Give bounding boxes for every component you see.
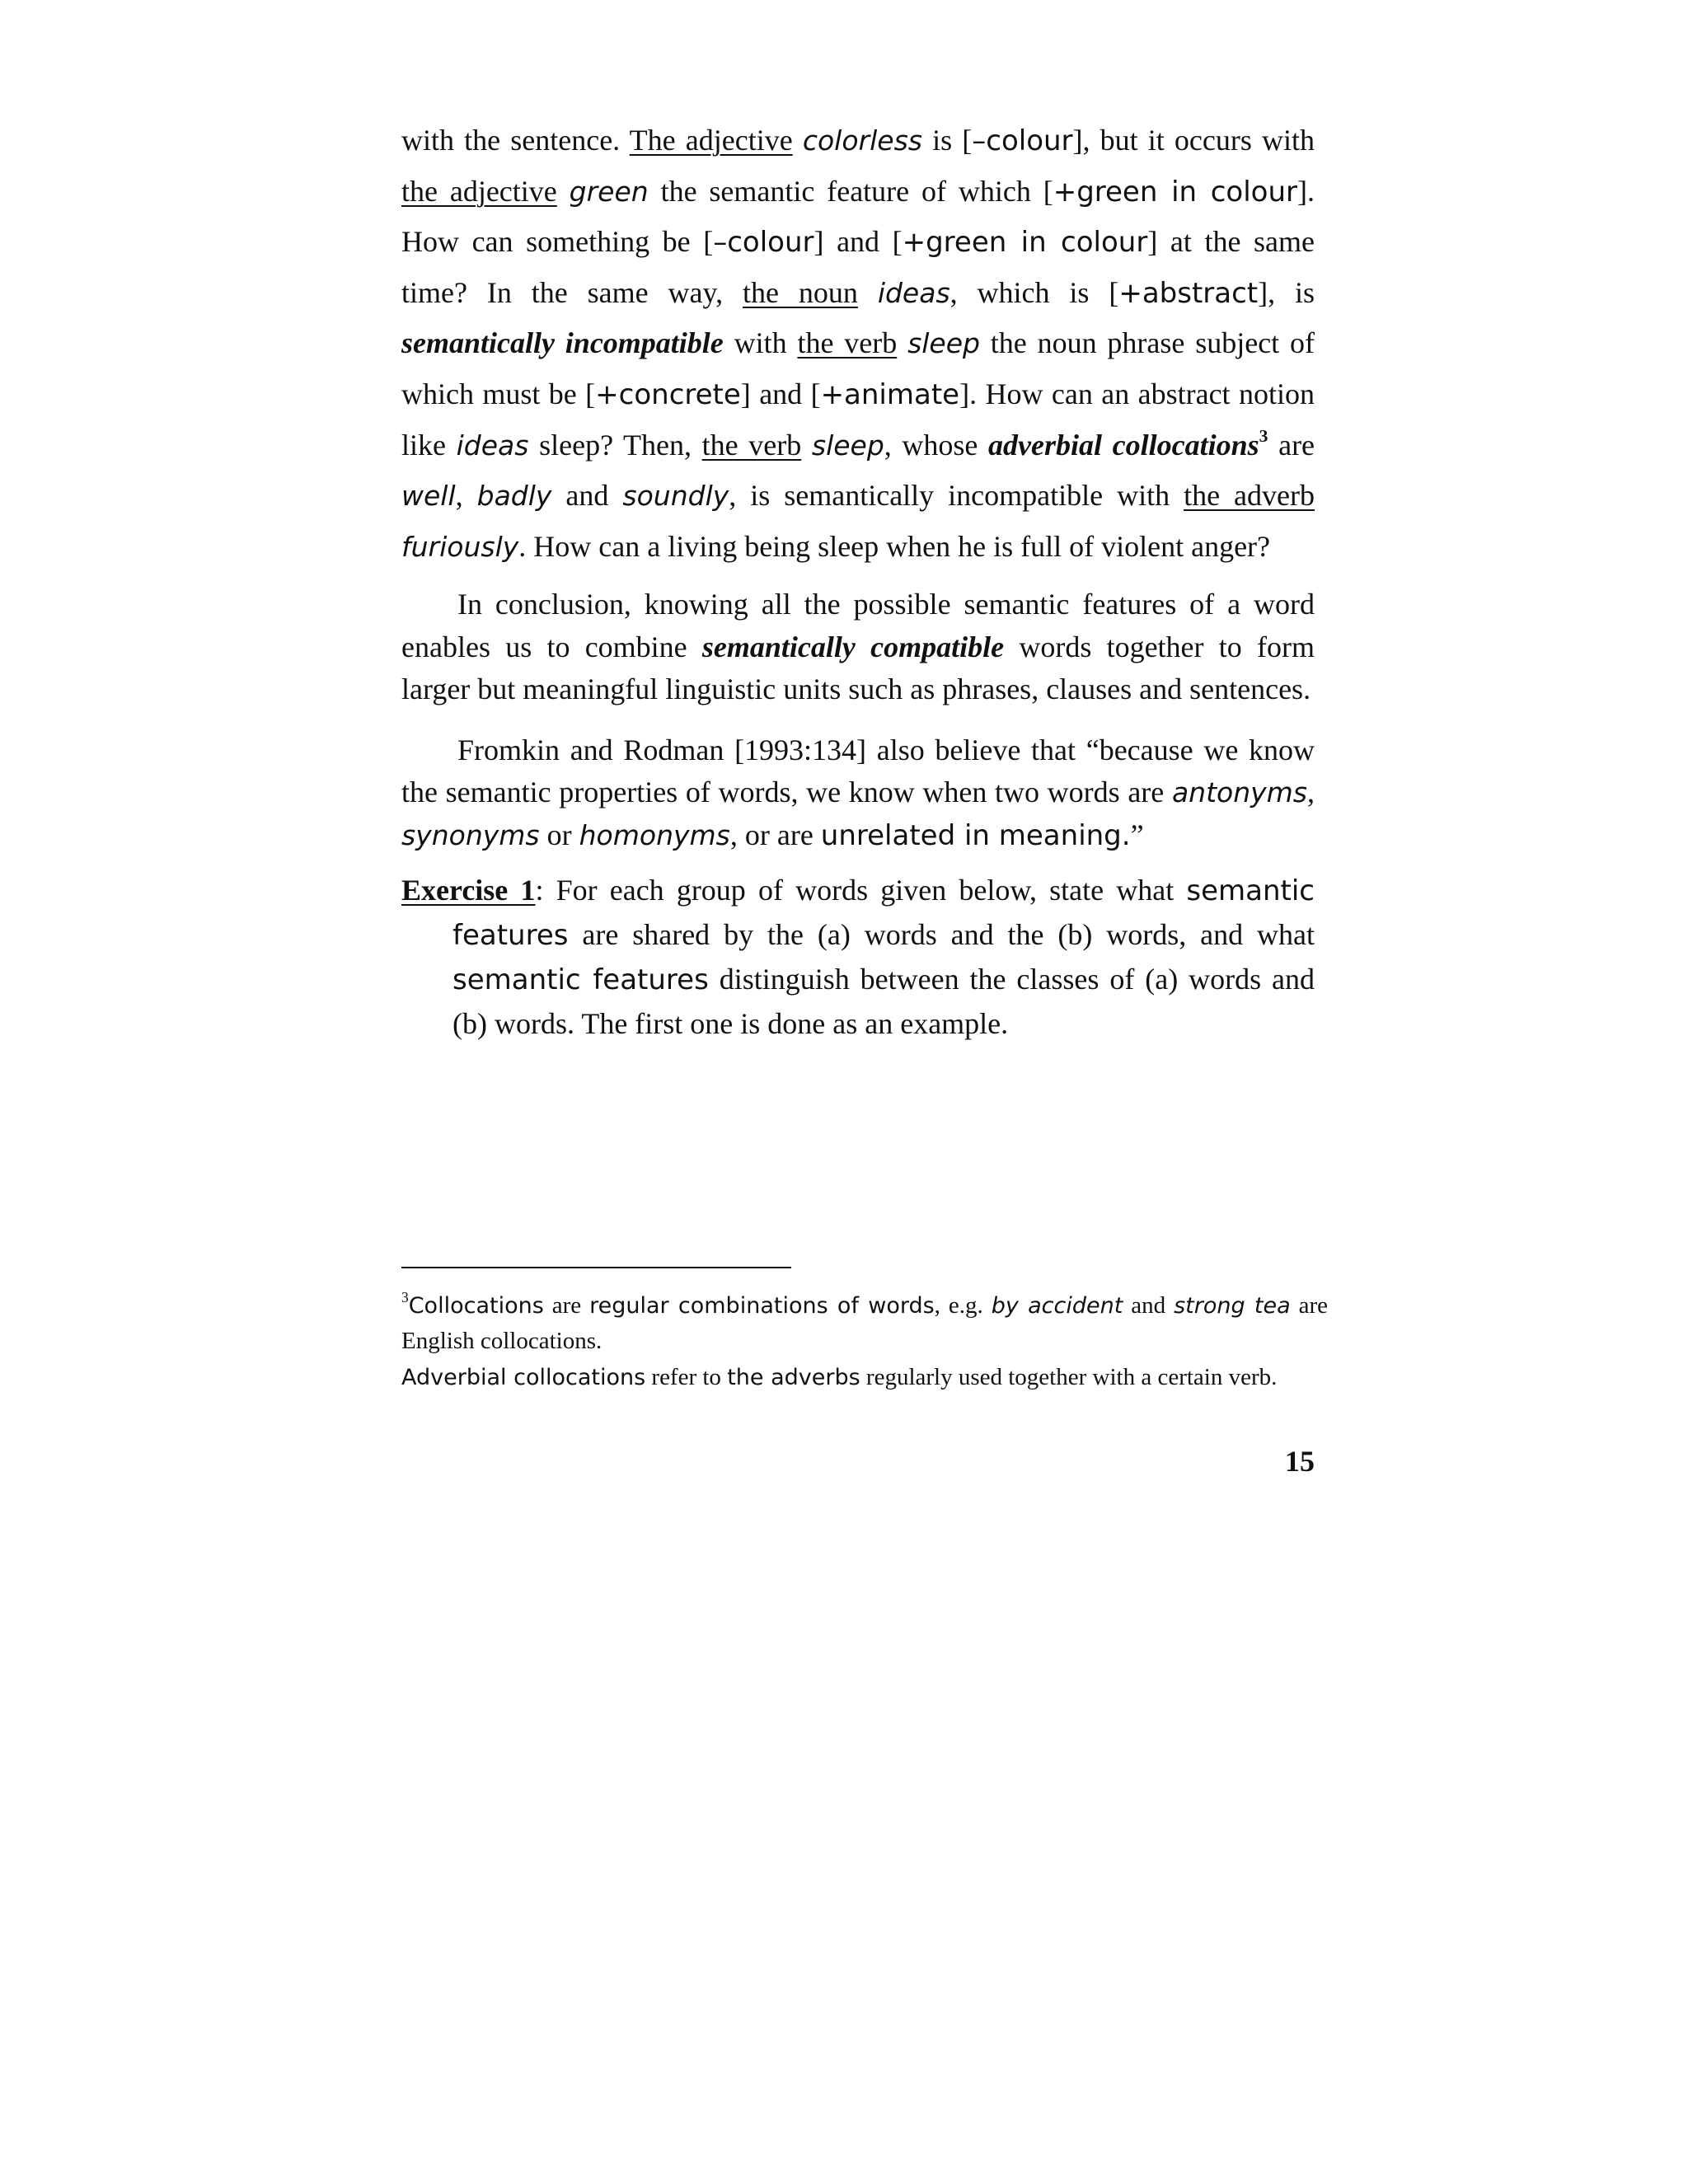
footnote-ref: 3 bbox=[1259, 425, 1268, 446]
page-body bbox=[401, 115, 1315, 1046]
underlined-term: The adjective bbox=[629, 124, 793, 157]
text-run bbox=[793, 124, 803, 157]
semantic-feature: +animate bbox=[820, 377, 960, 411]
footnote-divider bbox=[401, 1267, 791, 1268]
example-word: synonyms bbox=[401, 818, 540, 851]
underlined-term: the verb bbox=[797, 326, 898, 360]
semantic-feature: +green in colour bbox=[1053, 175, 1298, 209]
text-run: ] at the same time? In the same way, bbox=[401, 225, 1315, 309]
footnote-3 bbox=[401, 1288, 1328, 1359]
text-run: and bbox=[1123, 1292, 1175, 1319]
paragraph-conclusion bbox=[401, 583, 1315, 711]
text-run: ]. How can an abstract notion like bbox=[401, 377, 1315, 462]
text-run: . How can a living being sleep when he is full of violent anger? bbox=[518, 529, 1271, 563]
text-run: ” bbox=[1130, 818, 1144, 851]
exercise-label: Exercise 1 bbox=[401, 874, 536, 907]
text-run: , bbox=[455, 479, 477, 513]
text-run: are bbox=[543, 1292, 590, 1319]
text-run: are English collocations. bbox=[401, 1292, 1328, 1354]
text-run: , is semantically incompatible with bbox=[729, 479, 1184, 513]
text-run bbox=[557, 175, 570, 208]
example-word: colorless bbox=[802, 124, 922, 157]
text-run: with the sentence. bbox=[401, 124, 630, 157]
example-word: homonyms bbox=[579, 818, 730, 851]
footnote-adverbial-collocations bbox=[401, 1360, 1328, 1395]
underlined-term: the noun bbox=[743, 275, 858, 309]
example-word: soundly bbox=[622, 480, 729, 513]
footnote-marker: 3 bbox=[401, 1288, 409, 1305]
text-run bbox=[858, 276, 878, 309]
text-run: ], but it occurs with bbox=[1072, 124, 1315, 157]
exercise-1 bbox=[401, 869, 1315, 1046]
underlined-term: the adjective bbox=[401, 174, 557, 208]
example-word: sleep bbox=[811, 429, 884, 462]
page-number: 15 bbox=[1285, 1445, 1315, 1478]
example-word: antonyms bbox=[1171, 776, 1307, 809]
key-term: semantically incompatible bbox=[401, 326, 724, 360]
semantic-feature: Adverbial collocations bbox=[401, 1365, 646, 1390]
text-run: ] and [ bbox=[814, 225, 903, 259]
semantic-feature: unrelated in meaning. bbox=[820, 818, 1131, 852]
text-run: or bbox=[539, 818, 579, 851]
text-run: ]. How can something be [ bbox=[401, 174, 1315, 259]
text-run: the noun phrase subject of which must be [ bbox=[401, 326, 1315, 410]
example-word: well bbox=[401, 480, 456, 513]
text-run bbox=[897, 326, 907, 359]
text-run: words together to form larger but meaningful linguistic units such as phrases, clauses and sentences. bbox=[401, 630, 1315, 706]
semantic-feature: –colour bbox=[972, 124, 1073, 157]
text-run: distinguish between the classes of (a) words and (b) words. The first one is done as an example. bbox=[452, 963, 1315, 1041]
text-run: Fromkin and Rodman [1993:134] also believe that “because we know the semantic properties of words, we know when two words are bbox=[401, 733, 1315, 809]
text-run: sleep? Then, bbox=[528, 428, 702, 462]
semantic-feature: semantic features bbox=[452, 963, 709, 997]
example-word: strong tea bbox=[1174, 1293, 1291, 1319]
text-run: , whose bbox=[884, 428, 989, 462]
paragraph-semantic-incompatibility bbox=[401, 115, 1315, 572]
text-run: is [ bbox=[921, 124, 973, 157]
text-run bbox=[801, 429, 812, 462]
text-run: and bbox=[551, 479, 623, 513]
semantic-feature: +abstract bbox=[1118, 276, 1259, 310]
semantic-feature: Collocations bbox=[408, 1293, 544, 1319]
semantic-feature: the adverbs bbox=[727, 1365, 860, 1390]
semantic-feature: semantic features bbox=[452, 874, 1315, 953]
example-word: ideas bbox=[456, 429, 529, 462]
semantic-feature: –colour bbox=[713, 226, 814, 260]
text-run: ], is bbox=[1258, 275, 1315, 309]
text-run: are shared by the (a) words and the (b) words, and what bbox=[568, 918, 1315, 952]
semantic-feature: +concrete bbox=[595, 377, 741, 411]
text-run: ] and [ bbox=[740, 377, 821, 410]
example-word: by accident bbox=[991, 1293, 1123, 1319]
text-run: with bbox=[723, 326, 798, 360]
key-term: adverbial collocations bbox=[988, 428, 1259, 462]
example-word: ideas bbox=[877, 276, 950, 309]
underlined-term: the adverb bbox=[1184, 479, 1315, 513]
text-run: the semantic feature of which [ bbox=[648, 174, 1053, 208]
underlined-term: the verb bbox=[701, 428, 802, 462]
example-word: furiously bbox=[401, 530, 519, 563]
text-run: are bbox=[1268, 428, 1315, 462]
text-run: , or are bbox=[729, 818, 821, 851]
text-run: refer to bbox=[645, 1364, 728, 1390]
text-run: , bbox=[1307, 776, 1315, 809]
paragraph-fromkin-rodman bbox=[401, 729, 1315, 858]
semantic-feature: regular combinations of words bbox=[589, 1293, 935, 1319]
example-word: sleep bbox=[907, 327, 980, 360]
example-word: green bbox=[569, 175, 649, 208]
text-run: , e.g. bbox=[934, 1292, 992, 1319]
text-run: : For each group of words given below, state what bbox=[535, 874, 1187, 907]
footnotes bbox=[401, 1288, 1328, 1396]
text-run: , which is [ bbox=[950, 275, 1119, 309]
example-word: badly bbox=[476, 480, 552, 513]
text-run: In conclusion, knowing all the possible semantic features of a word enables us to combine bbox=[401, 588, 1315, 663]
text-run: regularly used together with a certain verb. bbox=[860, 1364, 1278, 1390]
key-term: semantically compatible bbox=[701, 630, 1005, 663]
semantic-feature: +green in colour bbox=[902, 226, 1148, 260]
